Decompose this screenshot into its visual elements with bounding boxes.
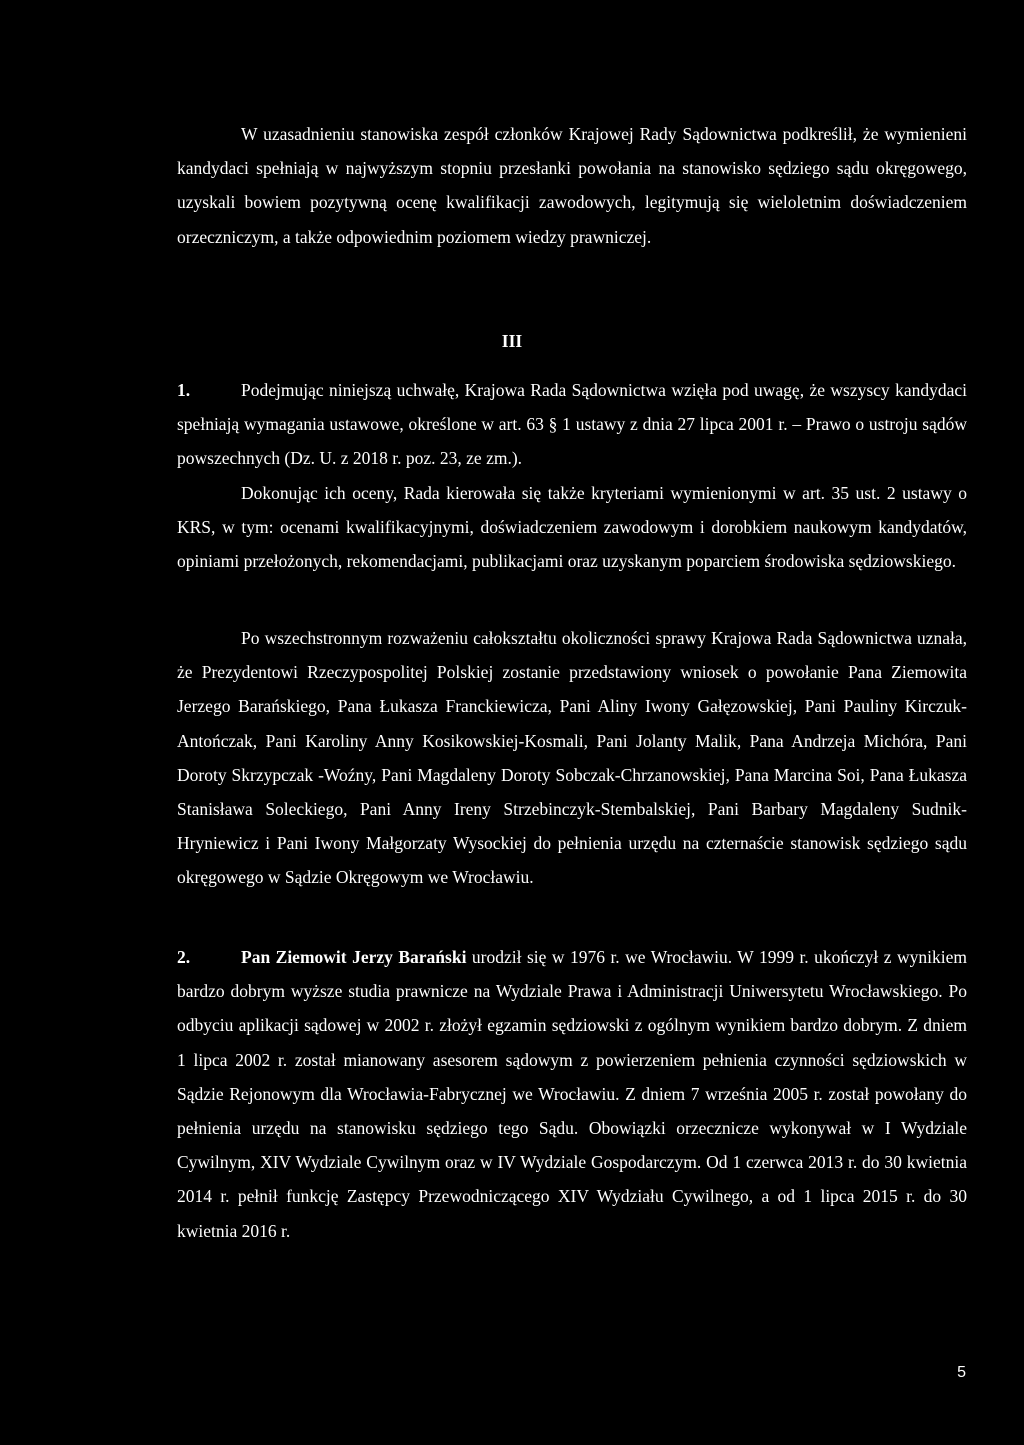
page-number: 5 <box>957 1364 966 1381</box>
section-heading: III <box>501 331 523 351</box>
candidate-name: Pan Ziemowit Jerzy Barański <box>241 947 467 967</box>
point-2 <box>177 940 967 1248</box>
point-1-text: Podejmując niniejszą uchwałę, Krajowa Rada Sądownictwa wzięła pod uwagę, że wszyscy kandydaci spełniają wymagania ustawowe, określone w art. 63 § 1 ustawy z dnia 27 lipca 2001 r. – Prawo o ustroju sądów powszechnych (Dz. U. z 2018 r. poz. 23, ze zm.). <box>177 380 967 469</box>
point-1 <box>177 373 967 476</box>
paragraph-criteria: Dokonując ich oceny, Rada kierowała się także kryteriami wymienionymi w art. 35 ust. 2 ustawy o KRS, w tym: ocenami kwalifikacyjnymi, doświadczeniem zawodowym i dorobkiem naukowym kandydatów, opiniami przełożonych, rekomendacjami, publikacjami oraz uzyskanym poparciem środowiska sędziowskiego. <box>177 483 967 572</box>
point-2-number: 2. <box>177 947 191 967</box>
paragraph-decision: Po wszechstronnym rozważeniu całokształtu okoliczności sprawy Krajowa Rada Sądownictwa uznała, że Prezydentowi Rzeczypospolitej Polskiej zostanie przedstawiony wniosek o powołanie Pana Ziemowita Jerzego Barańskiego, Pana Łukasza Franckiewicza, Pani Aliny Iwony Gałęzowskiej, Pani Pauliny Kirczuk-Antończak, Pani Karoliny Anny Kosikowskiej-Kosmali, Pani Jolanty Malik, Pana Andrzeja Michóra, Pani Doroty Skrzypczak -Woźny, Pani Magdaleny Doroty Sobczak-Chrzanowskiej, Pana Marcina Soi, Pana Łukasza Stanisława Soleckiego, Pani Anny Ireny Strzebinczyk-Stembalskiej, Pani Barbary Magdaleny Sudnik-Hryniewicz i Pani Iwony Małgorzaty Wysockiej do pełnienia urzędu na czternaście stanowisk sędziego sądu okręgowego w Sądzie Okręgowym we Wrocławiu. <box>177 628 967 888</box>
paragraph-justification: W uzasadnieniu stanowiska zespół członków Krajowej Rady Sądownictwa podkreślił, że wymienieni kandydaci spełniają w najwyższym stopniu przesłanki powołania na stanowisko sędziego sądu okręgowego, uzyskali bowiem pozytywną ocenę kwalifikacji zawodowych, legitymują się wieloletnim doświadczeniem orzeczniczym, a także odpowiednim poziomem wiedzy prawniczej. <box>177 124 967 247</box>
point-2-text: urodził się w 1976 r. we Wrocławiu. W 1999 r. ukończył z wynikiem bardzo dobrym wyższe studia prawnicze na Wydziale Prawa i Administracji Uniwersytetu Wrocławskiego. Po odbyciu aplikacji sądowej w 2002 r. złożył egzamin sędziowski z ogólnym wynikiem bardzo dobrym. Z dniem 1 lipca 2002 r. został mianowany asesorem sądowym z powierzeniem pełnienia czynności sędziowskich w Sądzie Rejonowym dla Wrocławia-Fabrycznej we Wrocławiu. Z dniem 7 września 2005 r. został powołany do pełnienia urzędu na stanowisku sędziego tego Sądu. Obowiązki orzecznicze wykonywał w I Wydziale Cywilnym, XIV Wydziale Cywilnym oraz w IV Wydziale Gospodarczym. Od 1 czerwca 2013 r. do 30 kwietnia 2014 r. pełnił funkcję Zastępcy Przewodniczącego XIV Wydziału Cywilnego, a od 1 lipca 2015 r. do 30 kwietnia 2016 r. <box>177 947 967 1241</box>
point-1-number: 1. <box>177 380 191 400</box>
